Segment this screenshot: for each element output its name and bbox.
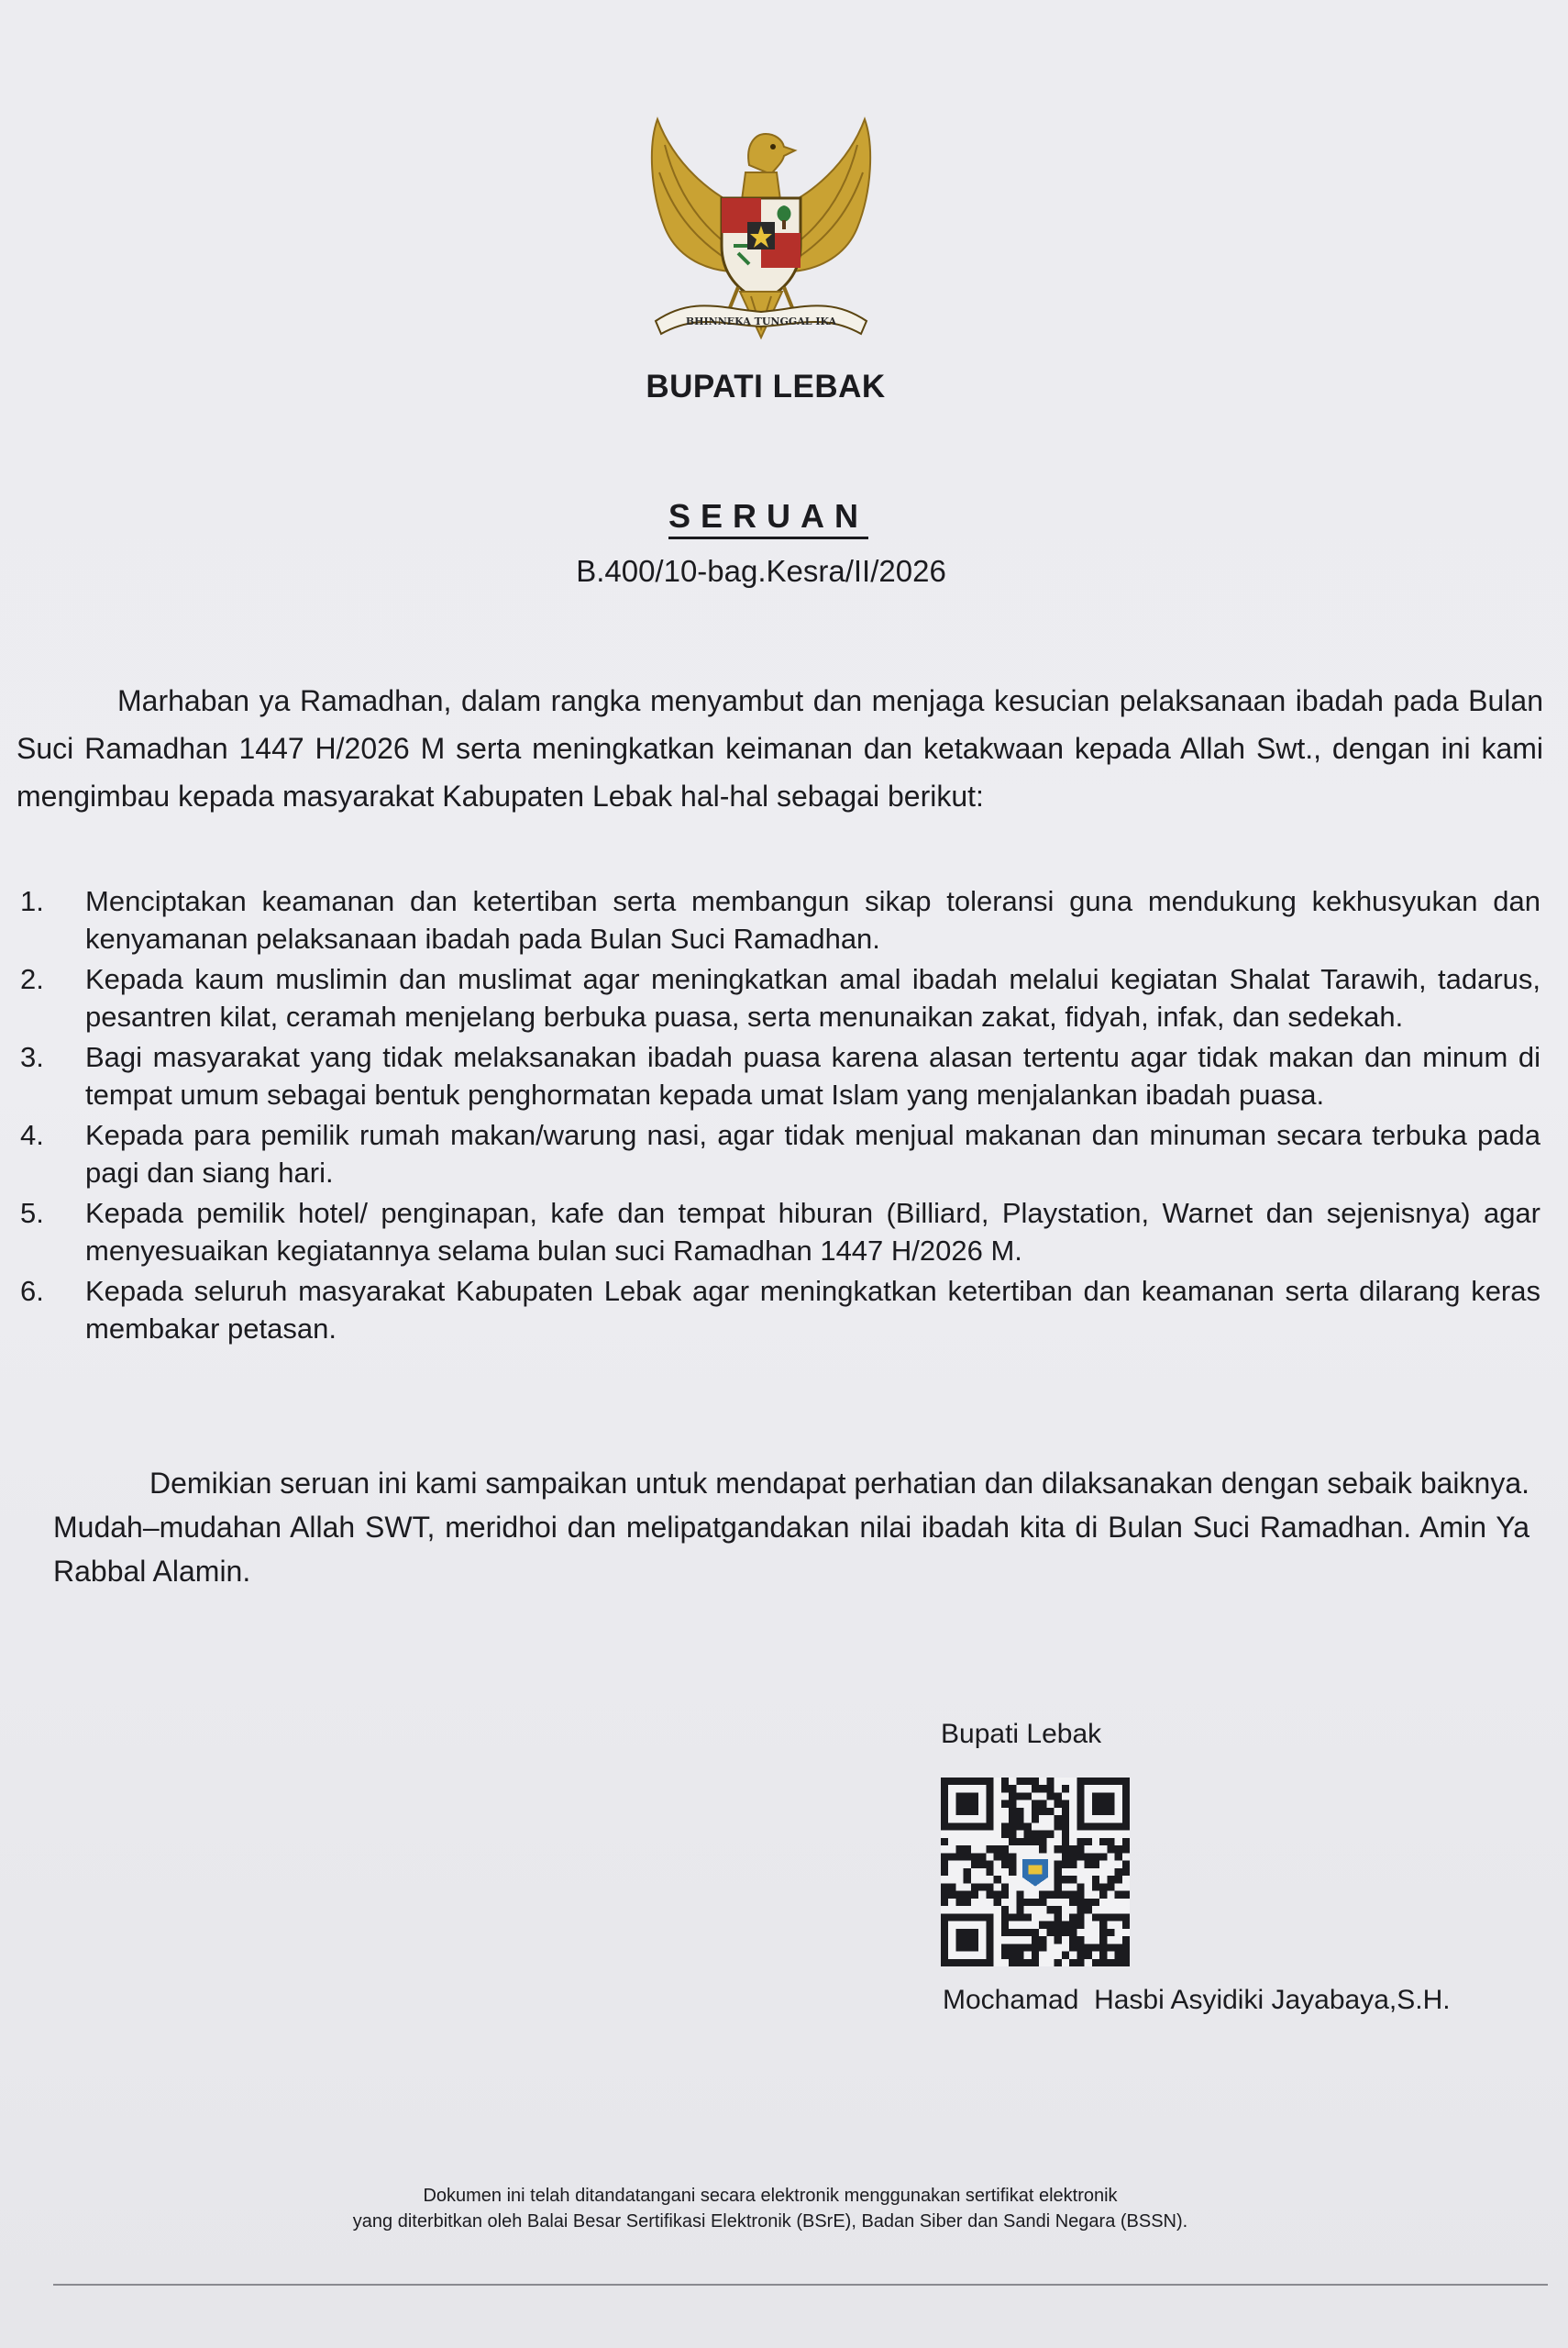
qr-code-icon bbox=[941, 1778, 1130, 1966]
list-item-number: 4. bbox=[20, 1119, 44, 1151]
list-item-number: 2. bbox=[20, 963, 44, 995]
document-title bbox=[0, 497, 1537, 536]
footer-line-2: yang diterbitkan oleh Balai Besar Sertifikasi Elektronik (BSrE), Badan Siber dan Sandi Negara (BSSN). bbox=[352, 2211, 1188, 2232]
list-item-text: Bagi masyarakat yang tidak melaksanakan ibadah puasa karena alasan tertentu agar tidak makan dan minum di tempat umum sebagai bentuk penghormatan kepada umat Islam yang menjalankan ibadah puasa. bbox=[85, 1041, 1540, 1111]
emblem-motto: BHINNEKA TUNGGAL IKA bbox=[685, 316, 837, 327]
closing-paragraph: Demikian seruan ini kami sampaikan untuk mendapat perhatian dan dilaksanakan dengan sebaik baiknya. Mudah–mudahan Allah SWT, meridhoi dan melipatgandakan nilai ibadah kita di Bulan Suci Ramadhan. Amin Ya Rabbal Alamin. bbox=[53, 1467, 1529, 1588]
intro-paragraph: Marhaban ya Ramadhan, dalam rangka menyambut dan menjaga kesucian pelaksanaan ibadah pada Bulan Suci Ramadhan 1447 H/2026 M serta meningkatkan keimanan dan ketakwaan kepada Allah Swt., dengan ini kami mengimbau kepada masyarakat Kabupaten Lebak hal-hal sebagai berikut: bbox=[17, 684, 1543, 813]
list-item bbox=[17, 882, 1540, 958]
document-title-text: SERUAN bbox=[668, 497, 868, 539]
list-item bbox=[17, 1272, 1540, 1347]
list-item bbox=[17, 1194, 1540, 1269]
list-item-number: 6. bbox=[20, 1275, 44, 1307]
page-header-title: BUPATI LEBAK bbox=[646, 369, 886, 404]
list-item bbox=[17, 1116, 1540, 1191]
footer-line-1: Dokumen ini telah ditandatangani secara elektronik menggunakan sertifikat elektronik bbox=[423, 2186, 1118, 2206]
signature-name: Mochamad Hasbi Asyidiki Jayabaya,S.H. bbox=[943, 1985, 1451, 2015]
footer-note bbox=[0, 2183, 1540, 2234]
list-item-number: 5. bbox=[20, 1197, 44, 1229]
list-item-text: Kepada seluruh masyarakat Kabupaten Lebak agar meningkatkan ketertiban dan keamanan serta dilarang keras membakar petasan. bbox=[85, 1275, 1540, 1345]
garuda-pancasila-emblem-icon bbox=[637, 108, 885, 365]
list-item-text: Kepada para pemilik rumah makan/warung nasi, agar tidak menjual makanan dan minuman secara terbuka pada pagi dan siang hari. bbox=[85, 1119, 1540, 1189]
list-item-text: Menciptakan keamanan dan ketertiban serta membangun sikap toleransi guna mendukung kekhusyukan dan kenyamanan pelaksanaan ibadah pada Bulan Suci Ramadhan. bbox=[85, 885, 1540, 955]
appeal-list bbox=[17, 882, 1540, 1350]
list-item-number: 1. bbox=[20, 885, 44, 917]
document-number: B.400/10-bag.Kesra/II/2026 bbox=[576, 554, 946, 588]
list-item-text: Kepada kaum muslimin dan muslimat agar meningkatkan amal ibadah melalui kegiatan Shalat Tarawih, tadarus, pesantren kilat, ceramah menjelang berbuka puasa, serta menunaikan zakat, fidyah, infak, dan sedekah. bbox=[85, 963, 1540, 1033]
list-item bbox=[17, 960, 1540, 1036]
footer-divider bbox=[53, 2284, 1548, 2286]
signature-title: Bupati Lebak bbox=[941, 1719, 1102, 1749]
list-item-text: Kepada pemilik hotel/ penginapan, kafe dan tempat hiburan (Billiard, Playstation, Warnet dan sejenisnya) agar menyesuaikan kegiatannya selama bulan suci Ramadhan 1447 H/2026 M. bbox=[85, 1197, 1540, 1267]
list-item bbox=[17, 1038, 1540, 1113]
list-item-number: 3. bbox=[20, 1041, 44, 1073]
